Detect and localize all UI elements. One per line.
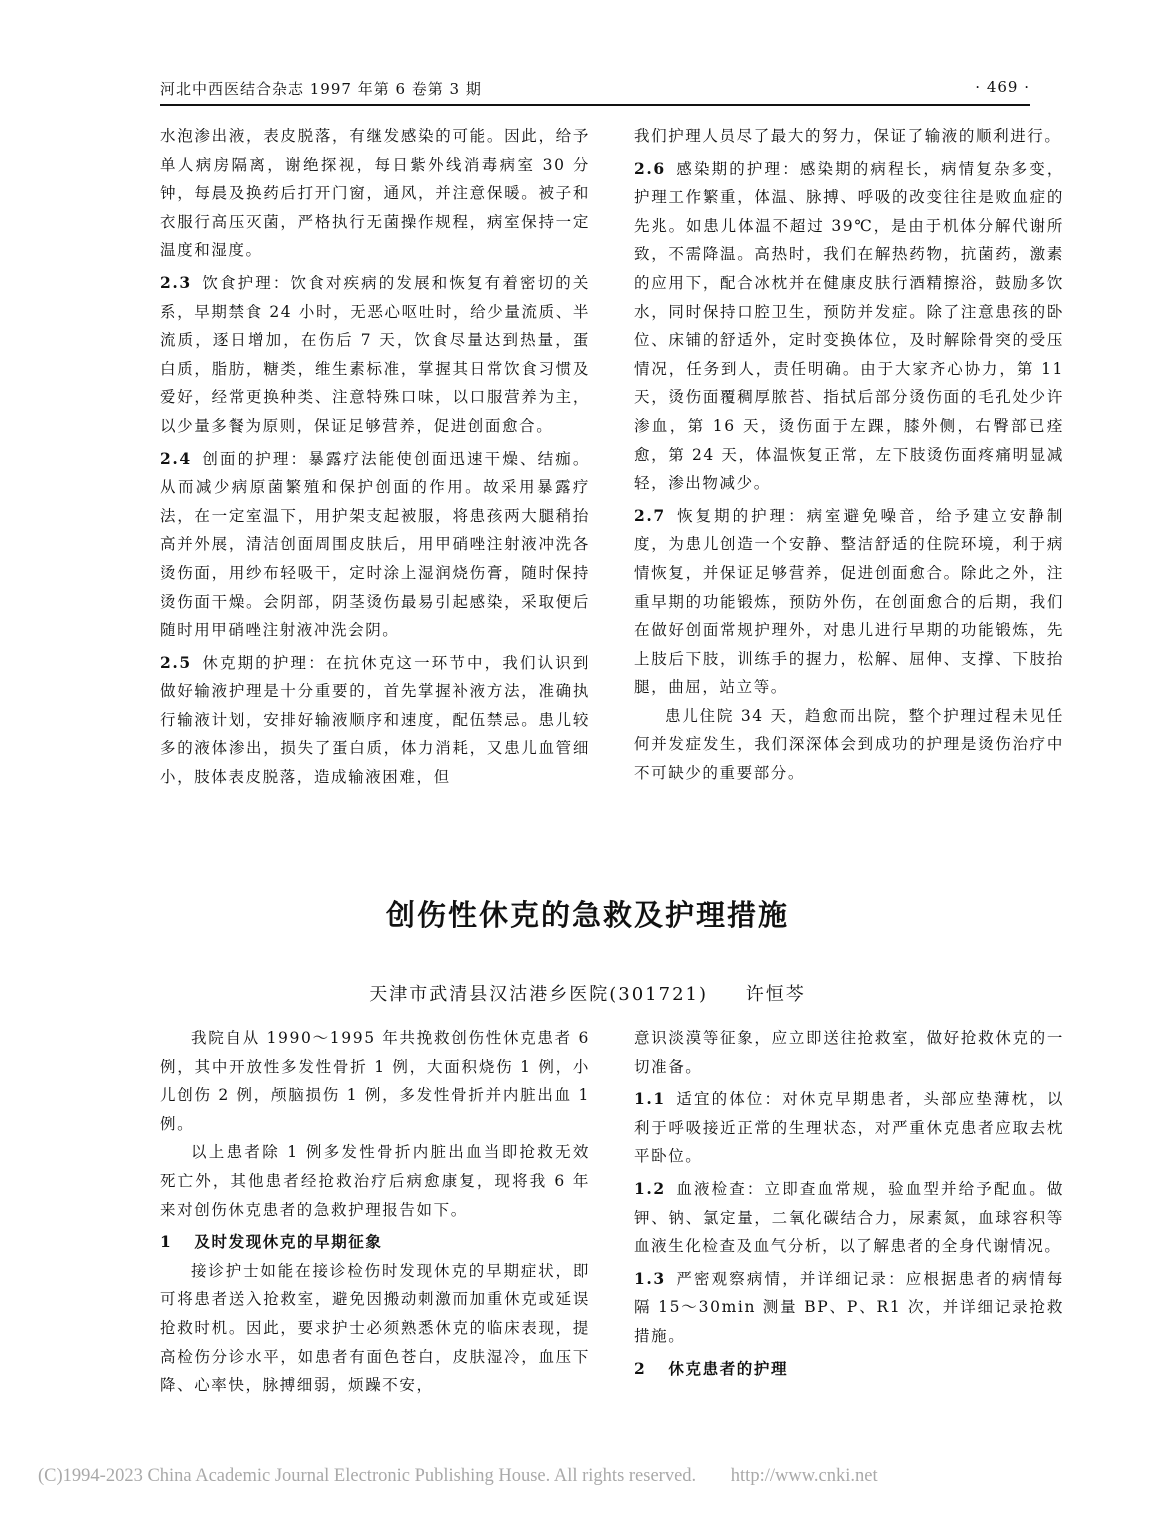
section-number: 2.5 (160, 652, 192, 672)
prev-article-left-column (160, 122, 590, 792)
section-heading (160, 1228, 590, 1257)
paragraph-text: 血液检查：立即查血常规，验血型并给予配血。做钾、钠、氯定量，二氧化碳结合力，尿素氮，血球容积等血液生化检查及血气分析，以了解患者的全身代谢情况。 (634, 1179, 1064, 1256)
article-left-column (160, 1024, 590, 1400)
copyright-footer (38, 1466, 1138, 1487)
paragraph-text: 休克患者的护理 (668, 1358, 789, 1378)
article-byline (0, 980, 1175, 1006)
paragraph-text: 饮食护理：饮食对疾病的发展和恢复有着密切的关系，早期禁食 24 小时，无恶心呕吐时，给少量流质、半流质，逐日增加，在伤后 7 天，饮食尽量达到热量，蛋白质，脂肪，糖类，维生素标准，掌握其日常饮食习惯及爱好，经常更换种类、注意特殊口味，以口服营养为主，以少量多餐为原则，保证足够营养，促进创面愈合。 (160, 273, 590, 435)
subsection-paragraph (634, 155, 1064, 498)
subsection-paragraph (634, 1265, 1064, 1351)
section-number: 1.3 (634, 1268, 666, 1288)
paragraph-text: 接诊护士如能在接诊检伤时发现休克的早期症状，即可将患者送入抢救室，避免因搬动刺激而加重休克或延误抢救时机。因此，要求护士必须熟悉休克的临床表现，提高检伤分诊水平，如患者有面色苍白，皮肤湿冷，血压下降、心率快，脉搏细弱，烦躁不安， (160, 1261, 590, 1395)
paragraph (160, 1024, 590, 1138)
subsection-paragraph (160, 445, 590, 645)
subsection-paragraph (160, 649, 590, 792)
section-number: 2.4 (160, 448, 192, 468)
paragraph (160, 122, 590, 265)
section-number: 2.7 (634, 505, 666, 525)
subsection-paragraph (634, 1085, 1064, 1171)
paragraph-text: 适宜的体位：对休克早期患者，头部应垫薄枕，以利于呼吸接近正常的生理状态，对严重休克患者应取去枕平卧位。 (634, 1090, 1064, 1166)
paragraph (634, 702, 1064, 788)
paragraph-text: 患儿住院 34 天，趋愈而出院，整个护理过程未见任何并发症发生，我们深深体会到成功的护理是烫伤治疗中不可缺少的重要部分。 (634, 706, 1064, 783)
section-number: 2.3 (160, 272, 192, 292)
subsection-paragraph (634, 502, 1064, 702)
paragraph-text: 水泡渗出液，表皮脱落，有继发感染的可能。因此，给予单人病房隔离，谢绝探视，每日紫外线消毒病室 30 分钟，每晨及换药后打开门窗，通风，并注意保暖。被子和衣服行高压灭菌，严格执行无菌操作规程，病室保持一定温度和湿度。 (160, 127, 590, 260)
section-number: 1.1 (634, 1089, 666, 1109)
subsection-paragraph (160, 269, 590, 441)
paragraph (634, 122, 1064, 151)
paragraph (160, 1138, 590, 1224)
prev-article-right-column (634, 122, 1064, 788)
paragraph-text: 创面的护理：暴露疗法能使创面迅速干燥、结痂。从而减少病原菌繁殖和保护创面的作用。故采用暴露疗法，在一定室温下，用护架支起被服，将患孩两大腿稍抬高并外展，清洁创面周围皮肤后，用甲硝唑注射液冲洗各烫伤面，用纱布轻吸干，定时涂上湿润烧伤膏，随时保持烫伤面干燥。会阴部，阴茎烫伤最易引起感染，采取便后随时用甲硝唑注射液冲洗会阴。 (160, 449, 590, 640)
article-right-column (634, 1024, 1064, 1383)
copyright-text: (C)1994-2023 China Academic Journal Electronic Publishing House. All rights reserved. (38, 1466, 697, 1486)
paragraph-text: 以上患者除 1 例多发性骨折内脏出血当即抢救无效死亡外，其他患者经抢救治疗后病愈康复，现将我 6 年来对创伤休克患者的急救护理报告如下。 (160, 1143, 590, 1219)
paragraph-text: 休克期的护理：在抗休克这一环节中，我们认识到做好输液护理是十分重要的，首先掌握补液方法，准确执行输液计划，安排好输液顺序和速度，配伍禁忌。患儿较多的液体渗出，损失了蛋白质，体力消耗，又患儿血管细小，肢体表皮脱落，造成输液困难，但 (160, 653, 590, 787)
page-number: · 469 · (975, 78, 1030, 96)
section-number: 1 (160, 1232, 173, 1252)
author-affiliation: 天津市武清县汉沽港乡医院(301721) (369, 984, 709, 1005)
section-number: 1.2 (634, 1178, 666, 1198)
paragraph-text: 及时发现休克的早期征象 (194, 1232, 383, 1252)
paragraph (160, 1257, 590, 1400)
paragraph-text: 严密观察病情，并详细记录：应根据患者的病情每隔 15～30min 测量 BP、P、R1 次，并详细记录抢救措施。 (634, 1269, 1064, 1345)
paragraph (634, 1024, 1064, 1081)
subsection-paragraph (634, 1175, 1064, 1261)
journal-name: 河北中西医结合杂志 1997 年第 6 卷第 3 期 (160, 80, 482, 98)
paragraph-text: 我们护理人员尽了最大的努力，保证了输液的顺利进行。 (634, 127, 1062, 145)
section-number: 2.6 (634, 158, 666, 178)
paragraph-text: 恢复期的护理：病室避免噪音，给予建立安静制度，为患儿创造一个安静、整洁舒适的住院环境，利于病情恢复，并保证足够营养，促进创面愈合。除此之外，注重早期的功能锻炼，预防外伤，在创面愈合的后期，我们在做好创面常规护理外，对患儿进行早期的功能锻炼，先上肢后下肢，训练手的握力，松解、屈伸、支撑、下肢抬腿，曲屈，站立等。 (634, 506, 1064, 697)
footer-url: http://www.cnki.net (730, 1466, 878, 1486)
section-heading (634, 1355, 1064, 1384)
paragraph-text: 意识淡漠等征象，应立即送往抢救室，做好抢救休克的一切准备。 (634, 1029, 1064, 1076)
article-title: 创伤性休克的急救及护理措施 (385, 898, 789, 932)
section-number: 2 (634, 1358, 647, 1378)
paragraph-text: 感染期的护理：感染期的病程长，病情复杂多变，护理工作繁重，体温、脉搏、呼吸的改变往往是败血症的先兆。如患儿体温不超过 39℃，是由于机体分解代谢所致，不需降温。高热时，我们在解热药物，抗菌药，激素的应用下，配合冰枕并在健康皮肤行酒精擦浴，鼓励多饮水，同时保持口腔卫生，预防并发症。除了注意患孩的卧位、床铺的舒适外，定时变换体位，及时解除骨突的受压情况，任务到人，责任明确。由于大家齐心协力，第 11 天，烫伤面覆稠厚脓苔、指拭后部分烫伤面的毛孔处少许渗血，第 16 天，烫伤面于左踝，膝外侧，右臀部已痊愈，第 24 天，体温恢复正常，左下肢烫伤面疼痛明显减轻，渗出物减少。 (634, 159, 1064, 493)
running-header (160, 74, 1030, 106)
paragraph-text: 我院自从 1990～1995 年共挽救创伤性休克患者 6 例，其中开放性多发性骨折 1 例，大面积烧伤 1 例，小儿创伤 2 例，颅脑损伤 1 例，多发性骨折并内脏出血 1 例。 (160, 1029, 590, 1133)
author-name: 许恒芩 (745, 984, 806, 1005)
